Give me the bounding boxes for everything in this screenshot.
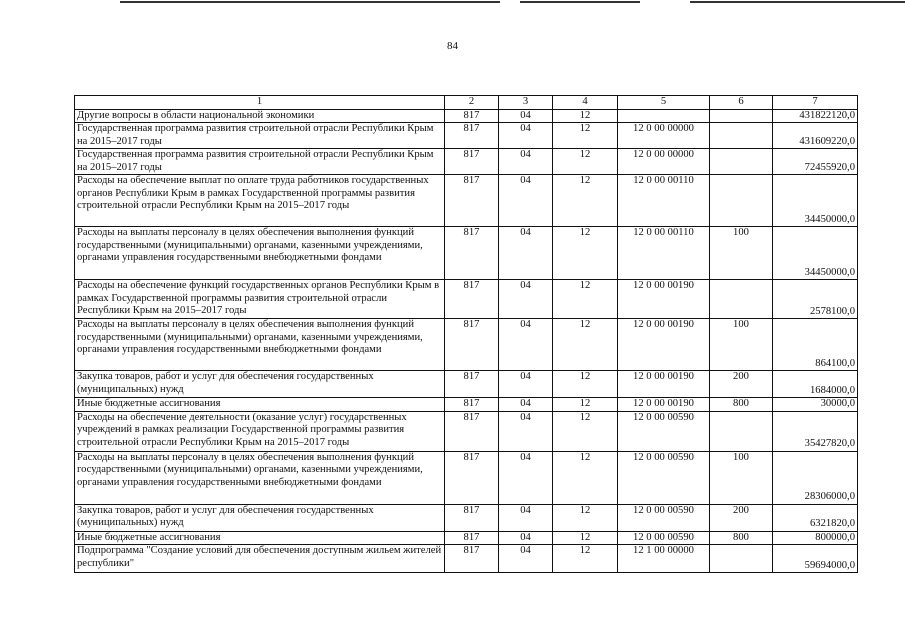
table-row [75,319,858,371]
column-header: 5 [618,96,710,110]
code-cell: 12 [553,227,618,280]
amount-cell: 2578100,0 [773,280,858,319]
amount-cell: 28306000,0 [773,451,858,504]
amount-cell: 431609220,0 [773,123,858,149]
code-cell: 12 0 00 00590 [618,411,710,451]
code-cell: 04 [499,319,553,371]
code-cell: 04 [499,411,553,451]
code-cell: 12 [553,109,618,123]
code-cell: 817 [445,319,499,371]
amount-cell: 30000,0 [773,398,858,412]
code-cell: 817 [445,149,499,175]
amount-cell: 59694000,0 [773,545,858,573]
table-row [75,149,858,175]
code-cell: 12 [553,531,618,545]
row-name-cell: Расходы на выплаты персоналу в целях обеспечения выполнения функций государственными (муниципальными) органами, казенными учреждениями, органами управления государственными внебюджетными фондами [75,451,445,504]
code-cell: 817 [445,504,499,531]
code-cell [710,280,773,319]
row-name-cell: Расходы на выплаты персоналу в целях обеспечения выполнения функций государственными (муниципальными) органами, казенными учреждениями, органами управления государственными внебюджетными фондами [75,319,445,371]
table-row [75,504,858,531]
table-row [75,531,858,545]
table-row [75,175,858,227]
code-cell: 817 [445,227,499,280]
code-cell: 800 [710,531,773,545]
column-header: 1 [75,96,445,110]
code-cell: 12 0 00 00590 [618,531,710,545]
code-cell: 04 [499,175,553,227]
amount-cell: 6321820,0 [773,504,858,531]
code-cell: 817 [445,123,499,149]
code-cell: 12 [553,123,618,149]
code-cell: 817 [445,545,499,573]
code-cell: 04 [499,545,553,573]
code-cell: 817 [445,531,499,545]
row-name-cell: Государственная программа развития строительной отрасли Республики Крым на 2015–2017 годы [75,123,445,149]
table-row [75,371,858,398]
code-cell: 12 [553,371,618,398]
row-name-cell: Закупка товаров, работ и услуг для обеспечения государственных (муниципальных) нужд [75,371,445,398]
column-header: 3 [499,96,553,110]
code-cell: 12 [553,545,618,573]
code-cell: 200 [710,504,773,531]
amount-cell: 1684000,0 [773,371,858,398]
code-cell: 12 0 00 00110 [618,175,710,227]
row-name-cell: Другие вопросы в области национальной экономики [75,109,445,123]
row-name-cell: Государственная программа развития строительной отрасли Республики Крым на 2015–2017 годы [75,149,445,175]
amount-cell: 864100,0 [773,319,858,371]
code-cell: 12 0 00 00190 [618,319,710,371]
code-cell: 12 0 00 00190 [618,371,710,398]
code-cell: 817 [445,175,499,227]
code-cell: 12 0 00 00110 [618,227,710,280]
code-cell [618,109,710,123]
code-cell: 04 [499,123,553,149]
code-cell: 04 [499,531,553,545]
table-row [75,109,858,123]
code-cell: 817 [445,280,499,319]
code-cell: 100 [710,227,773,280]
code-cell: 04 [499,109,553,123]
column-header: 6 [710,96,773,110]
code-cell: 817 [445,371,499,398]
code-cell: 12 [553,149,618,175]
amount-cell: 35427820,0 [773,411,858,451]
row-name-cell: Расходы на обеспечение функций государственных органов Республики Крым в рамках Государственной программы развития строительной отрасли Республики Крым на 2015–2017 годы [75,280,445,319]
code-cell: 04 [499,371,553,398]
row-name-cell: Расходы на обеспечение выплат по оплате труда работников государственных органов Республики Крым в рамках Государственной программы развития строительной отрасли Республики Крым на 2015–2017 годы [75,175,445,227]
code-cell: 12 [553,451,618,504]
row-name-cell: Иные бюджетные ассигнования [75,531,445,545]
row-name-cell: Закупка товаров, работ и услуг для обеспечения государственных (муниципальных) нужд [75,504,445,531]
table-row [75,227,858,280]
code-cell: 04 [499,398,553,412]
page-number: 84 [447,40,458,52]
code-cell: 12 [553,319,618,371]
code-cell: 817 [445,109,499,123]
code-cell: 04 [499,227,553,280]
code-cell [710,149,773,175]
code-cell: 817 [445,451,499,504]
code-cell: 100 [710,451,773,504]
amount-cell: 34450000,0 [773,175,858,227]
code-cell: 12 0 00 00000 [618,149,710,175]
code-cell: 12 0 00 00190 [618,280,710,319]
amount-cell: 431822120,0 [773,109,858,123]
code-cell: 12 [553,398,618,412]
amount-cell: 72455920,0 [773,149,858,175]
code-cell: 817 [445,411,499,451]
row-name-cell: Иные бюджетные ассигнования [75,398,445,412]
code-cell: 12 0 00 00590 [618,504,710,531]
amount-cell: 34450000,0 [773,227,858,280]
column-header: 4 [553,96,618,110]
code-cell: 12 1 00 00000 [618,545,710,573]
code-cell: 12 0 00 00590 [618,451,710,504]
code-cell [710,123,773,149]
table-row [75,545,858,573]
table-row [75,411,858,451]
code-cell [710,109,773,123]
table-row [75,451,858,504]
code-cell [710,411,773,451]
row-name-cell: Подпрограмма "Создание условий для обеспечения доступным жильем жителей республики" [75,545,445,573]
row-name-cell: Расходы на обеспечение деятельности (оказание услуг) государственных учреждений в рамках реализации Государственной программы развития строительной отрасли Республики Крым на 2015–2017 годы [75,411,445,451]
budget-table [74,95,858,573]
scan-edge-marks [0,0,905,4]
code-cell: 200 [710,371,773,398]
row-name-cell: Расходы на выплаты персоналу в целях обеспечения выполнения функций государственными (муниципальными) органами, казенными учреждениями, органами управления государственными внебюджетными фондами [75,227,445,280]
table-row [75,280,858,319]
code-cell: 12 [553,504,618,531]
code-cell: 04 [499,149,553,175]
code-cell: 12 0 00 00190 [618,398,710,412]
column-header: 2 [445,96,499,110]
code-cell: 12 [553,175,618,227]
code-cell: 12 [553,411,618,451]
code-cell: 800 [710,398,773,412]
column-header: 7 [773,96,858,110]
code-cell [710,545,773,573]
table-row [75,123,858,149]
code-cell [710,175,773,227]
code-cell: 100 [710,319,773,371]
table-header-row [75,96,858,110]
code-cell: 04 [499,280,553,319]
code-cell: 12 [553,280,618,319]
code-cell: 12 0 00 00000 [618,123,710,149]
table-row [75,398,858,412]
amount-cell: 800000,0 [773,531,858,545]
code-cell: 817 [445,398,499,412]
code-cell: 04 [499,504,553,531]
code-cell: 04 [499,451,553,504]
